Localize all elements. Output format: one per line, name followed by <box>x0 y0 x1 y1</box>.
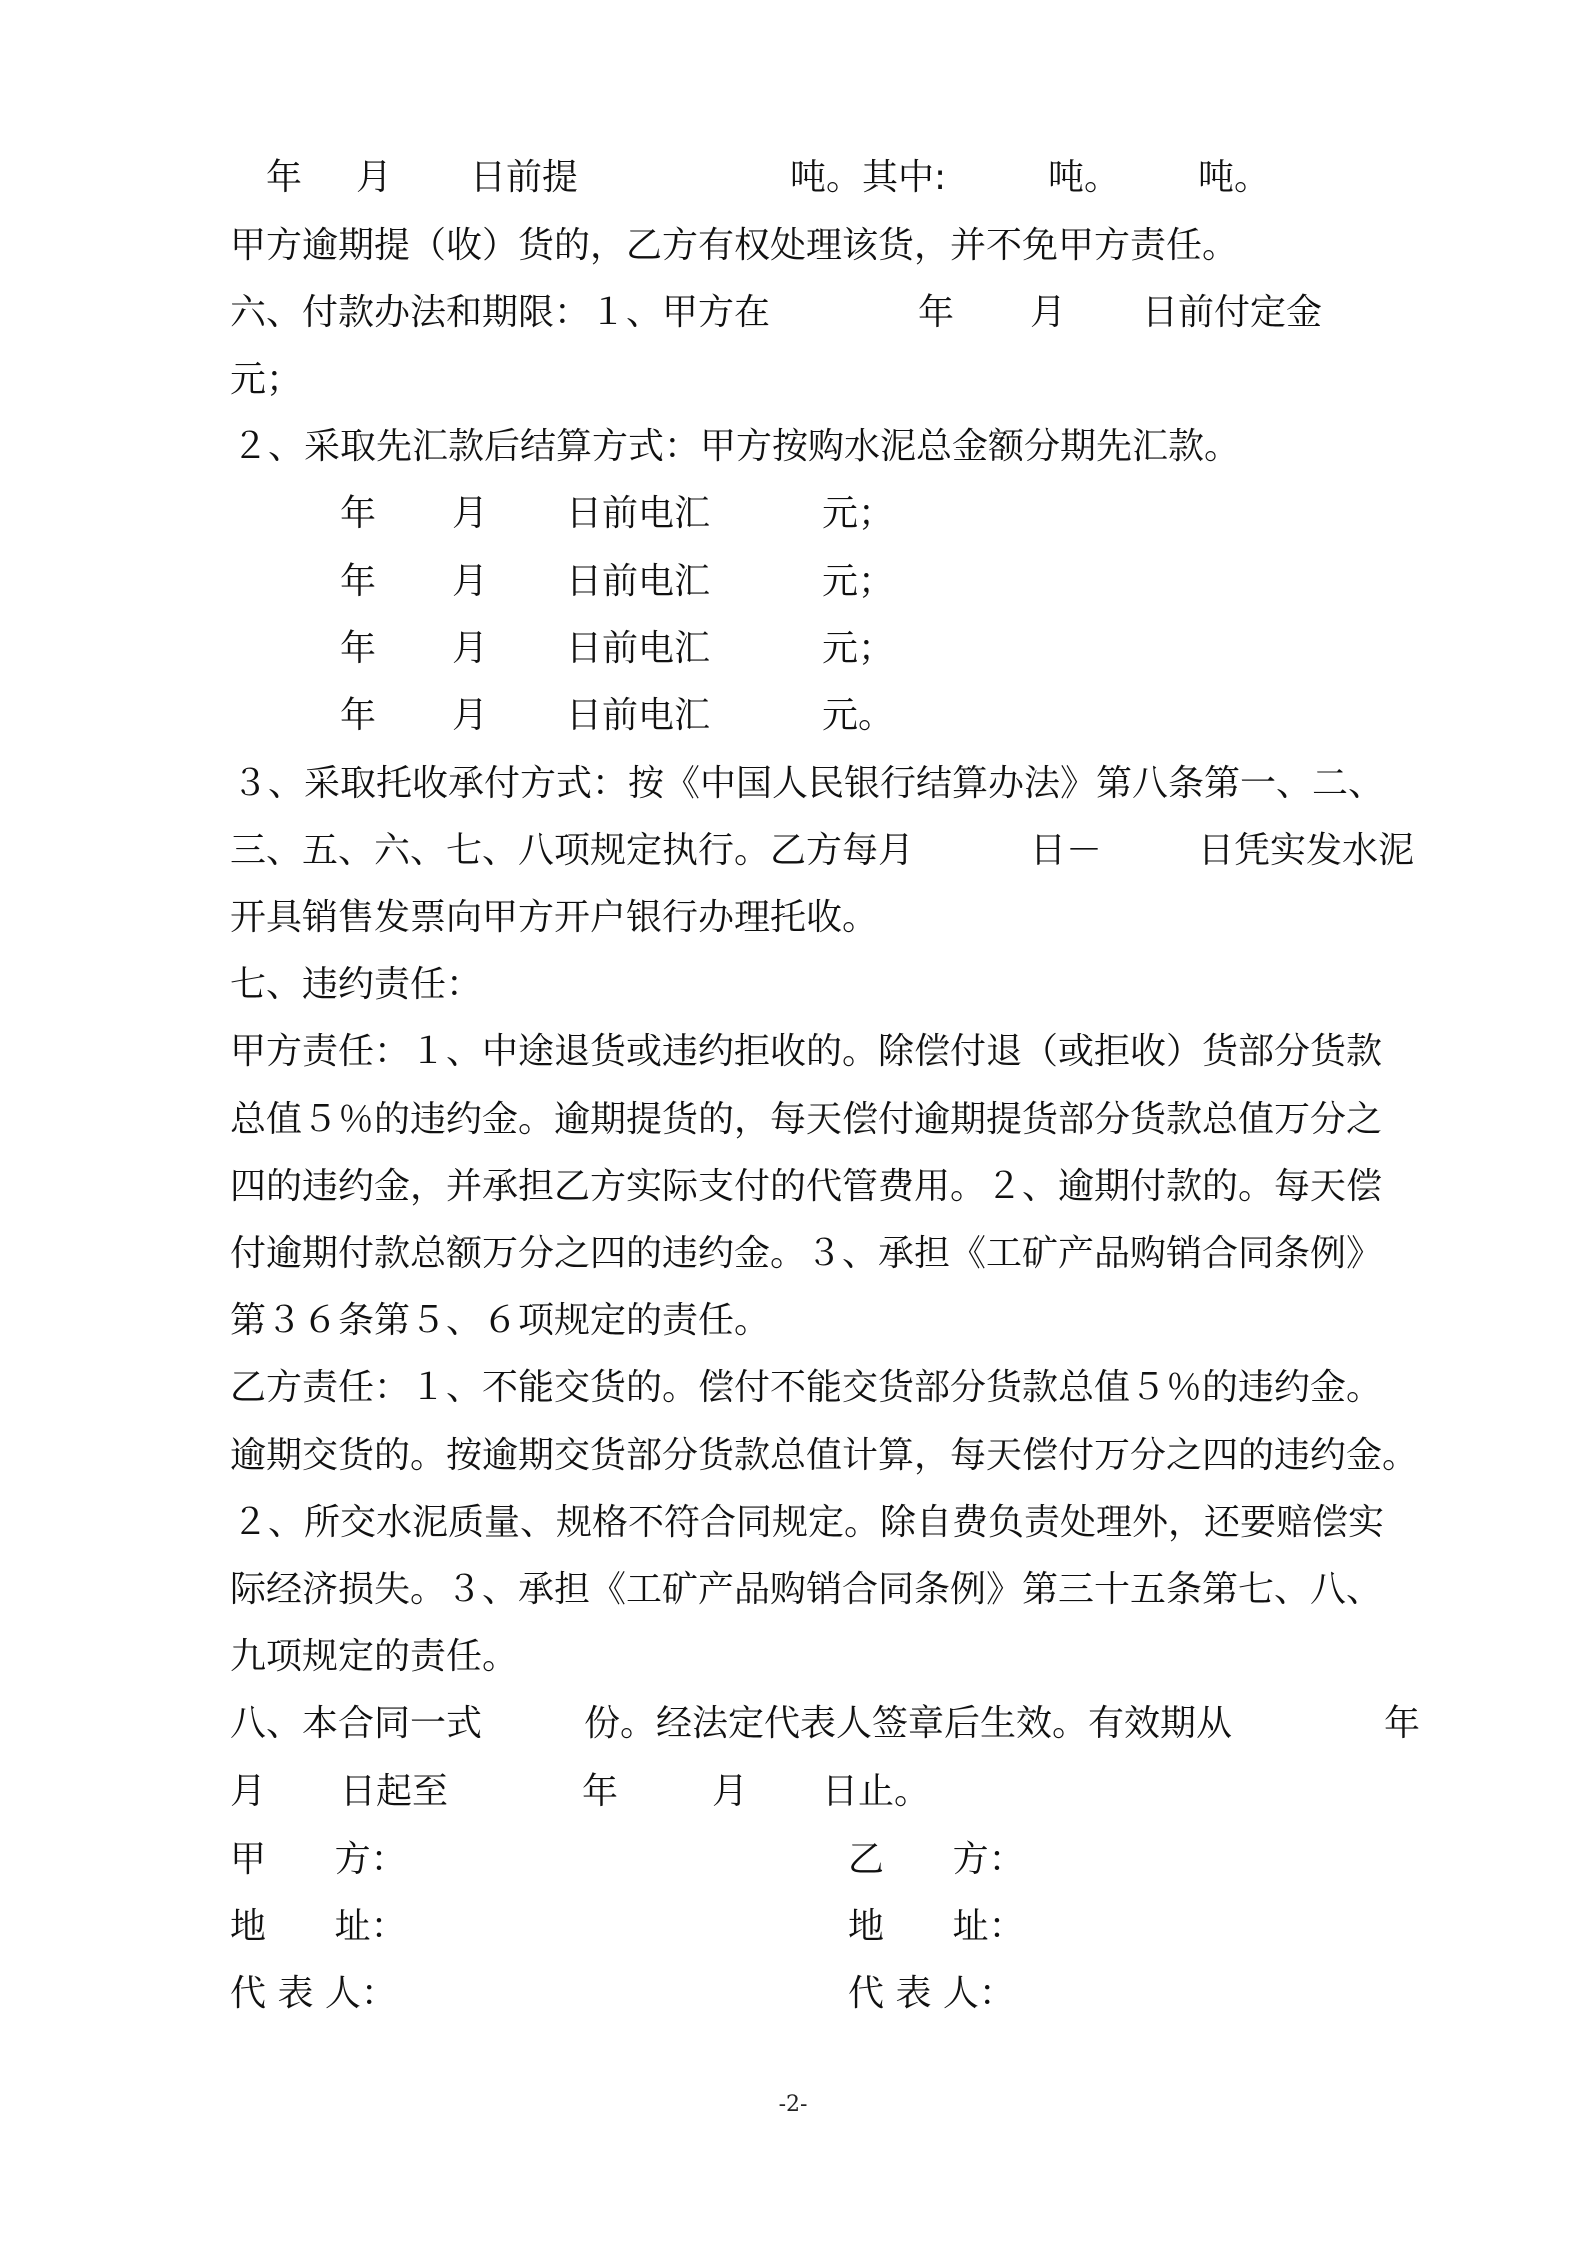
party-a-label: 甲 方： <box>230 1839 407 1880</box>
address-row <box>0 1905 1025 1949</box>
yuan-label: 元。 <box>822 695 895 736</box>
party-a-liability: 第３６条第５、６项规定的责任。 <box>230 1300 771 1341</box>
year-label: 年 <box>918 292 955 333</box>
party-b-liability: 逾期交货的。按逾期交货部分货款总值计算，每天偿付万分之四的违约金。 <box>230 1435 1419 1476</box>
address-a-label: 地 址： <box>230 1906 407 1947</box>
party-a-liability: 四的违约金，并承担乙方实际支付的代管费用。２、逾期付款的。每天偿 <box>230 1166 1383 1207</box>
remittance-row <box>0 492 895 536</box>
month-label: 月 <box>452 695 489 736</box>
payment-terms-heading: 六、付款办法和期限：１、甲方在 <box>230 292 771 333</box>
tons-part1-label: 吨。 <box>1048 157 1121 198</box>
address-b-label: 地 址： <box>848 1906 1025 1947</box>
year-label: 年 <box>340 493 377 534</box>
payment-terms-line <box>0 291 1323 335</box>
party-b-label: 乙 方： <box>848 1839 1025 1880</box>
party-a-liability: 付逾期付款总额万分之四的违约金。３、承担《工矿产品购销合同条例》 <box>230 1233 1383 1274</box>
party-a-liability: 总值５％的违约金。逾期提货的，每天偿付逾期提货部分货款总值万分之 <box>230 1099 1383 1140</box>
day-from-label: 日－ <box>1030 830 1103 871</box>
remittance-label: 日前电汇 <box>566 493 711 534</box>
representative-row <box>0 1972 1015 2016</box>
day-to-label: 日凭实发水泥 <box>1198 830 1415 871</box>
collection-invoice: 开具销售发票向甲方开户银行办理托收。 <box>230 897 879 938</box>
representative-a-label: 代 表 人： <box>230 1973 397 2014</box>
collection-terms-text: 三、五、六、七、八项规定执行。乙方每月 <box>230 830 915 871</box>
month-label: 月 <box>452 561 489 602</box>
breach-heading: 七、违约责任： <box>230 964 483 1005</box>
validity-period-line <box>0 1770 931 1814</box>
month-label: 月 <box>452 493 489 534</box>
month-label: 月 <box>230 1771 267 1812</box>
tons-total-label: 吨。其中: <box>790 157 947 198</box>
month-label: 月 <box>712 1771 749 1812</box>
remittance-label: 日前电汇 <box>566 695 711 736</box>
collection-terms-line <box>0 829 1415 873</box>
overdue-pickup-clause: 甲方逾期提（收）货的，乙方有权处理该货，并不免甲方责任。 <box>230 225 1239 266</box>
remittance-method: ２、采取先汇款后结算方式：甲方按购水泥总金额分期先汇款。 <box>232 426 1241 467</box>
remittance-label: 日前电汇 <box>566 628 711 669</box>
remittance-row <box>0 627 895 671</box>
pickup-line <box>0 156 1271 200</box>
year-label: 年 <box>1384 1703 1421 1744</box>
party-b-liability: ２、所交水泥质量、规格不符合同规定。除自费负责处理外，还要赔偿实 <box>232 1502 1385 1543</box>
year-label: 年 <box>340 695 377 736</box>
collection-method: ３、采取托收承付方式：按《中国人民银行结算办法》第八条第一、二、 <box>232 763 1385 804</box>
day-from-label: 日起至 <box>340 1771 449 1812</box>
remittance-label: 日前电汇 <box>566 561 711 602</box>
month-label: 月 <box>452 628 489 669</box>
party-b-liability: 九项规定的责任。 <box>230 1636 519 1677</box>
deposit-label: 日前付定金 <box>1142 292 1323 333</box>
yuan-label: 元； <box>822 561 895 602</box>
year-label: 年 <box>266 157 303 198</box>
month-label: 月 <box>1030 292 1067 333</box>
day-pickup-label: 日前提 <box>470 157 579 198</box>
yuan-label: 元； <box>822 493 895 534</box>
day-to-label: 日止。 <box>822 1771 931 1812</box>
party-row <box>0 1838 1025 1882</box>
yuan-label: 元； <box>822 628 895 669</box>
validity-text: 份。经法定代表人签章后生效。有效期从 <box>584 1703 1233 1744</box>
contract-copies-text: 八、本合同一式 <box>230 1703 483 1744</box>
yuan-label: 元； <box>230 359 303 400</box>
page-number: -2- <box>778 2092 808 2117</box>
year-label: 年 <box>582 1771 619 1812</box>
representative-b-label: 代 表 人： <box>848 1973 1015 2014</box>
remittance-row <box>0 560 895 604</box>
year-label: 年 <box>340 628 377 669</box>
tons-part2-label: 吨。 <box>1198 157 1271 198</box>
year-label: 年 <box>340 561 377 602</box>
month-label: 月 <box>356 157 393 198</box>
party-a-liability: 甲方责任：１、中途退货或违约拒收的。除偿付退（或拒收）货部分货款 <box>230 1031 1383 1072</box>
party-b-liability: 乙方责任：１、不能交货的。偿付不能交货部分货款总值５％的违约金。 <box>230 1367 1383 1408</box>
party-b-liability: 际经济损失。３、承担《工矿产品购销合同条例》第三十五条第七、八、 <box>230 1569 1383 1610</box>
remittance-row <box>0 694 895 738</box>
contract-copies-line <box>0 1702 1421 1746</box>
